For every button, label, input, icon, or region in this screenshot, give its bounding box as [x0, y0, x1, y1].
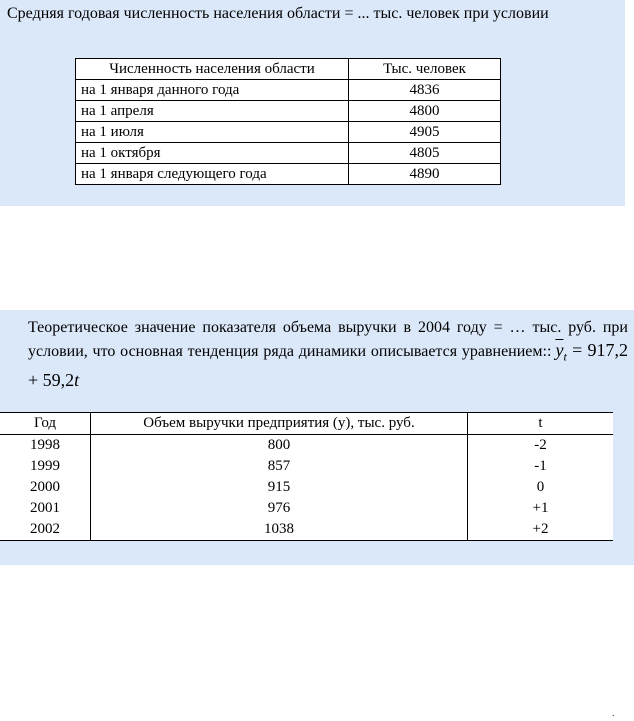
row-label: на 1 июля	[76, 122, 349, 143]
equation-t: t	[74, 369, 80, 390]
row-value: 4890	[349, 164, 501, 185]
cell-revenue: 800	[91, 435, 468, 457]
row-value: 4836	[349, 80, 501, 101]
row-value: 4905	[349, 122, 501, 143]
row-label: на 1 апреля	[76, 101, 349, 122]
revenue-table	[0, 412, 613, 541]
table-row	[76, 164, 501, 185]
footer-mark: .	[612, 708, 615, 719]
column-header-population: Численность населения области	[76, 59, 349, 80]
table-row	[0, 435, 613, 457]
population-table	[75, 58, 501, 185]
table-row	[0, 519, 613, 541]
cell-year: 2002	[0, 519, 91, 541]
cell-t: -2	[534, 437, 547, 453]
table-row	[76, 101, 501, 122]
cell-revenue: 857	[91, 456, 468, 477]
cell-revenue: 1038	[91, 519, 468, 541]
column-header-year: Год	[0, 413, 91, 435]
table-row	[0, 477, 613, 498]
equation-y: $\overline{y}$	[555, 340, 564, 360]
task2-question-text: Теоретическое значение показателя объема выручки в 2004 году = … тыс. руб. при условии, что основная тенденция ряда динамики описывается уравнением::	[28, 319, 628, 360]
cell-revenue: 976	[91, 498, 468, 519]
table-header-row	[76, 59, 501, 80]
cell-year: 1998	[30, 437, 60, 453]
table-row	[76, 122, 501, 143]
table-row	[76, 143, 501, 164]
task2-panel	[0, 310, 634, 565]
equation-subscript: t	[563, 349, 567, 364]
table-row	[0, 498, 613, 519]
row-label: на 1 января данного года	[76, 80, 349, 101]
row-value: 4805	[349, 143, 501, 164]
cell-year: 2000	[30, 479, 60, 495]
row-value: 4800	[349, 101, 501, 122]
equation-rhs: = 917,2 + 59,2	[28, 340, 629, 390]
cell-t: -1	[534, 458, 547, 474]
cell-t: 0	[536, 479, 545, 495]
task2-question	[28, 316, 628, 393]
task1-question: Средняя годовая численность населения области = ... тыс. человек при условии	[7, 5, 549, 22]
column-header-t: t	[468, 413, 614, 435]
cell-year: 1999	[30, 458, 60, 474]
cell-revenue: 915	[91, 477, 468, 498]
cell-year: 2001	[30, 500, 60, 516]
row-label: на 1 октября	[76, 143, 349, 164]
table-row	[76, 80, 501, 101]
table-row	[0, 456, 613, 477]
cell-t: +2	[468, 519, 614, 541]
table-header-row	[0, 413, 613, 435]
row-label: на 1 января следующего года	[76, 164, 349, 185]
task1-panel	[0, 0, 625, 206]
cell-t: +1	[532, 500, 549, 516]
column-header-revenue: Объем выручки предприятия (y), тыс. руб.	[91, 413, 468, 435]
column-header-thousands: Тыс. человек	[349, 59, 501, 80]
